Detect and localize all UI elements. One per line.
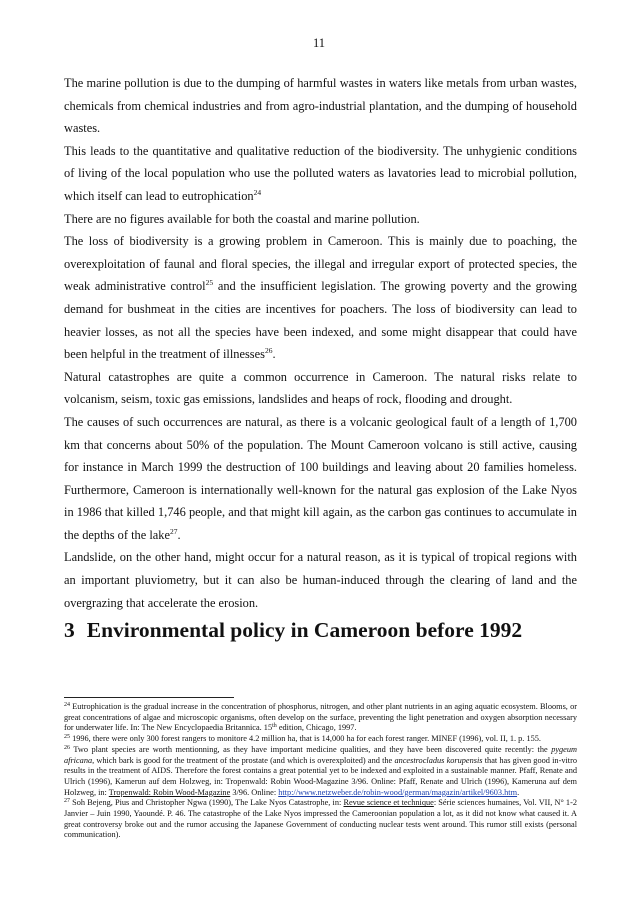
source-title: Revue science et technique	[343, 798, 434, 808]
paragraph-text: .	[177, 527, 181, 542]
footnote-ref[interactable]: 25	[205, 278, 214, 288]
footnotes	[64, 702, 577, 841]
ordinal-suffix: th	[272, 723, 277, 730]
footnote-27	[64, 798, 577, 841]
footnote-text: 3/96. Online:	[230, 787, 279, 797]
footnote-25	[64, 734, 577, 745]
footnote-text: edition, Chicago, 1997.	[276, 723, 357, 733]
paragraph-text: This leads to the quantitative and qualitative reduction of the biodiversity. The unhygienic conditions of living of the local population who use the polluted waters as lavatories lead to microbial pollution, which itself can lead to eutrophication	[64, 143, 577, 203]
paragraph-no-figures: There are no figures available for both the coastal and marine pollution.	[64, 211, 420, 226]
footnote-ref[interactable]: 26	[264, 346, 273, 356]
source-title: Tropenwald: Robin Wood-Magazine	[108, 787, 231, 797]
source-link[interactable]: http://www.netzweber.de/robin-wood/german/magazin/artikel/9603.htm	[278, 787, 518, 797]
paragraph-causes	[64, 411, 577, 547]
paragraph-text: The loss of biodiversity is a growing problem in Cameroon. This is mainly due to poaching, the overexploitation of faunal and floral species, the illegal and irregular export of protected species, the weak administrative control	[64, 234, 577, 294]
footnote-text: Soh Bejeng, Pius and Christopher Ngwa (1990), The Lake Nyos Catastrophe, in:	[70, 798, 344, 808]
footnote-24	[64, 702, 577, 734]
footnote-number: 27	[64, 798, 70, 805]
footnote-ref[interactable]: 24	[253, 187, 262, 197]
footnote-text: 1996, there were only 300 forest rangers to monitore 4.2 million ha, that is 14,000 ha for each forest ranger. MINEF (1996), vol. II, 1. p. 155.	[70, 734, 541, 744]
paragraph-biodiversity-reduction	[64, 140, 577, 208]
footnote-text: , which bark is good for the treatment of the prostate (and which is overexploited) and the	[92, 755, 395, 765]
footnote-text: .	[517, 787, 520, 797]
footnote-ref[interactable]: 27	[169, 526, 178, 536]
paragraph-marine-pollution: The marine pollution is due to the dumping of harmful wastes in waters like metals from urban wastes, chemicals from chemical industries and from agro-industrial plantation, and the dumping of household wastes.	[64, 76, 577, 136]
species-name: ancestrocladus korupensis	[394, 755, 483, 765]
footnote-text: Eutrophication is the gradual increase in the concentration of phosphorus, nitrogen, and other plant nutrients in an aging aquatic ecosystem. Blooms, or great concentrations of algae and microscopic organisms, often develop on the surface, preventing the light penetration and oxygen absorption necessary for underwater life. In: The New Encyclopaedia Britannica. 15	[64, 702, 577, 733]
paragraph-text: and the insufficient legislation. The growing poverty and the growing demand for bushmeat in the cities are incentives for poachers. The loss of biodiversity can lead to heavier losses, as not all the species have been indexed, and some might disappear that could have been helpful in the treatment of illnesses	[64, 279, 577, 362]
footnote-text: Two plant species are worth mentionning, as they have important medicine qualities, and they have been discovered quite recently: the	[70, 744, 552, 754]
footnote-number: 26	[64, 744, 70, 751]
page-number: 11	[312, 36, 326, 50]
species-name: pygeum africana	[64, 744, 577, 765]
body-text	[64, 72, 577, 614]
paragraph-natural-catastrophes: Natural catastrophes are quite a common occurrence in Cameroon. The natural risks relate to volcanism, seism, toxic gas emissions, landslides and heaps of rock, flooding and drought.	[64, 369, 577, 407]
footnote-number: 25	[64, 734, 70, 741]
paragraph-text: The causes of such occurrences are natural, as there is a volcanic geological fault of a length of 1,700 km that concerns about 50% of the population. The Mount Cameroon volcano is still active, causing for instance in March 1999 the destruction of 100 buildings and leaving about 20 families homeless. Furthermore, Cameroon is internationally well-known for the natural gas explosion of the Lake Nyos in 1986 that killed 1,746 people, and that might kill again, as the carbon gas continues to accumulate in the depths of the lake	[64, 414, 577, 542]
footnote-26	[64, 745, 577, 799]
section-number: 3	[64, 618, 75, 642]
footnote-text: : Série sciences humaines, Vol. VII, N° 1-2 Janvier – Juin 1990, Yaoundé. P. 46. The catastrophe of the Lake Nyos impressed the Cameroonian population a lot, as it did not know what caused it. A great controversy broke out and the rumor accusing the Japanese Government of conducting nuclear tests went around. This rumor still exists (personal communication).	[64, 798, 577, 840]
footnote-text: that has given good in-vitro results in the treatment of AIDS. Therefore the forest contains a great potential yet to be indexed and exploited in a sustainable manner. Pfaff, Renate and Ulrich (1996), Kamerun auf dem Holzweg, in: Tropenwald: Robin Wood-Magazine 3/96. Online: Pfaff, Renate and Ulrich (1996), Kameruna auf dem Holzweg, in:	[64, 755, 577, 797]
section-heading	[64, 616, 577, 644]
footnote-separator	[64, 697, 234, 698]
footnote-number: 24	[64, 702, 70, 708]
paragraph-landslide: Landslide, on the other hand, might occur for a natural reason, as it is typical of tropical regions with an important pluviometry, but it can also be human-induced through the clearing of land and the overgrazing that accelerate the erosion.	[64, 550, 577, 610]
paragraph-loss-of-biodiversity	[64, 230, 577, 366]
section-title: Environmental policy in Cameroon before 1992	[86, 618, 523, 642]
paragraph-text: .	[272, 347, 276, 362]
